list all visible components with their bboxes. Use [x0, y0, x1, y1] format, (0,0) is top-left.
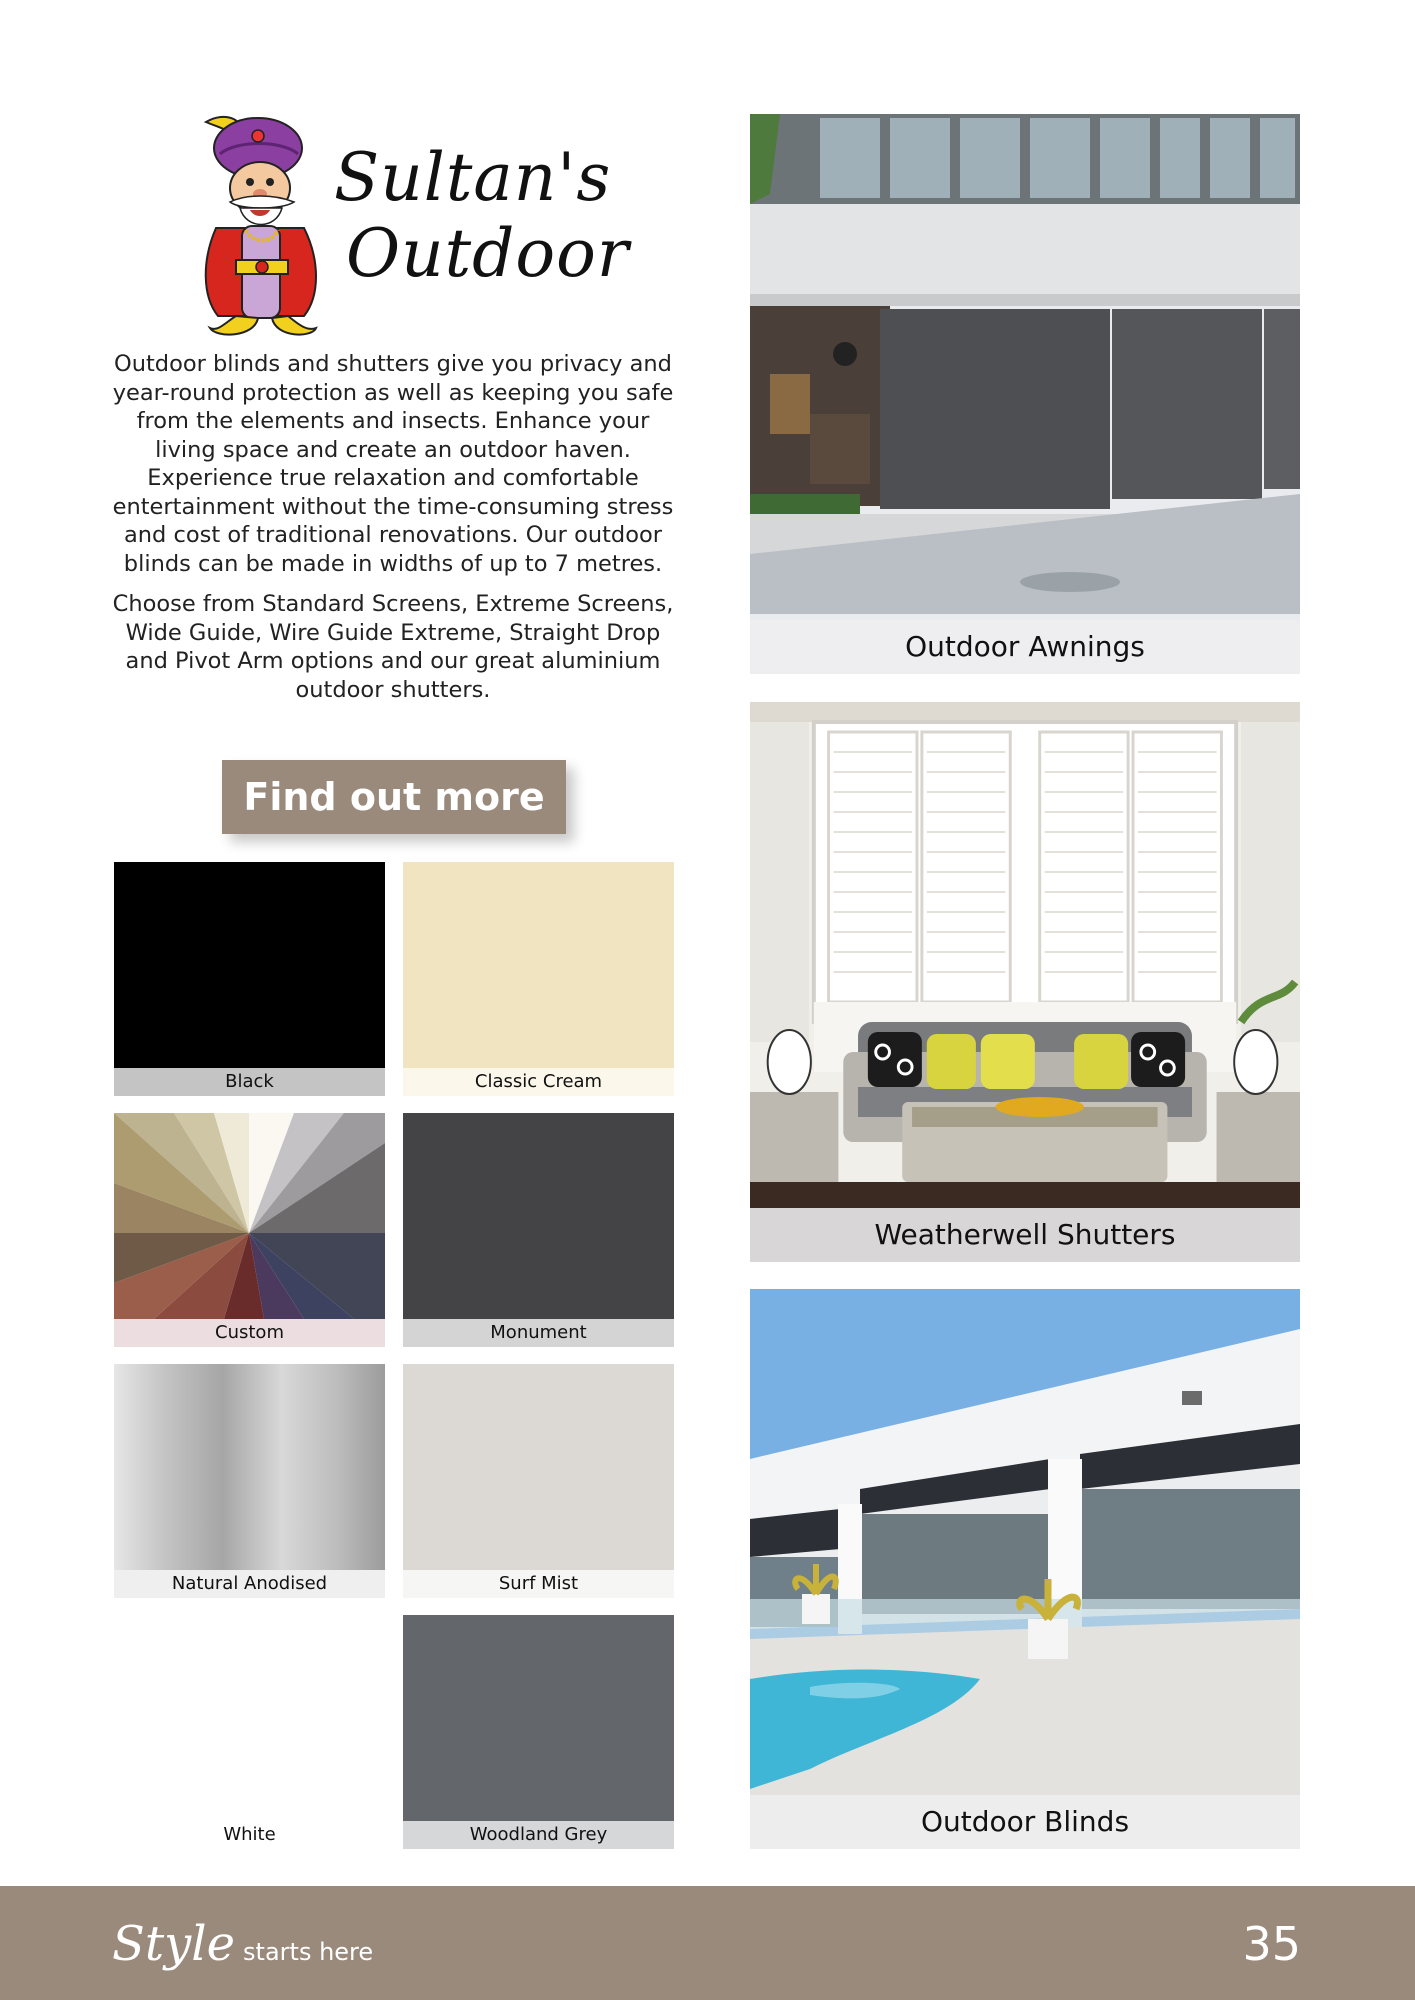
blinds-photo-image — [750, 1289, 1300, 1849]
photo-caption: Outdoor Awnings — [750, 620, 1300, 674]
swatch-black — [114, 862, 385, 1096]
swatch-white — [114, 1615, 385, 1849]
swatch-label: Natural Anodised — [114, 1570, 385, 1598]
swatch-natural-anodised — [114, 1364, 385, 1598]
swatch-label: White — [114, 1821, 385, 1849]
page-footer — [0, 1886, 1415, 2000]
swatch-label: Classic Cream — [403, 1068, 674, 1096]
swatch-label: Black — [114, 1068, 385, 1096]
custom-color-fan-icon — [114, 1113, 385, 1319]
swatch-color-multi — [114, 1113, 385, 1319]
brand-wordmark — [334, 139, 630, 292]
shutters-photo-image — [750, 702, 1300, 1262]
swatch-color-gradient — [114, 1364, 385, 1570]
find-out-more-button[interactable]: Find out more — [222, 760, 566, 834]
brand-name-line-1: Sultan's — [334, 139, 612, 216]
swatch-custom — [114, 1113, 385, 1347]
footer-tagline — [112, 1914, 373, 1974]
brand-logo — [196, 110, 630, 340]
awnings-photo-image — [750, 114, 1300, 674]
swatch-label: Woodland Grey — [403, 1821, 674, 1849]
swatch-color — [114, 1615, 385, 1821]
photo-caption: Outdoor Blinds — [750, 1795, 1300, 1849]
brand-name-line-2: Outdoor — [346, 215, 630, 292]
intro-paragraph-1: Outdoor blinds and shutters give you privacy and year-round protection as well as keeping you safe from the elements and insects. Enhance your living space and create an outdoor haven. Experience true relaxation and comfortable entertainment without the time-consuming stress and cost of traditional renovations. Our outdoor blinds can be made in widths of up to 7 metres. — [112, 351, 674, 577]
intro-paragraph-2: Choose from Standard Screens, Extreme Screens, Wide Guide, Wire Guide Extreme, Straight Drop and Pivot Arm options and our great aluminium outdoor shutters. — [112, 591, 674, 703]
swatch-label: Monument — [403, 1319, 674, 1347]
swatch-label: Surf Mist — [403, 1570, 674, 1598]
swatch-color — [403, 1615, 674, 1821]
swatch-woodland-grey — [403, 1615, 674, 1849]
swatch-color — [114, 862, 385, 1068]
swatch-color — [403, 1364, 674, 1570]
sultan-mascot-icon — [196, 110, 326, 340]
photo-outdoor-blinds — [750, 1289, 1300, 1849]
swatch-classic-cream — [403, 862, 674, 1096]
footer-tagline-script: Style — [112, 1916, 236, 1972]
swatch-label: Custom — [114, 1319, 385, 1347]
photo-weatherwell-shutters — [750, 702, 1300, 1262]
page-number: 35 — [1242, 1917, 1301, 1971]
photo-outdoor-awnings — [750, 114, 1300, 674]
footer-tagline-text: starts here — [243, 1938, 374, 1966]
swatch-color — [403, 862, 674, 1068]
swatch-color — [403, 1113, 674, 1319]
photo-caption: Weatherwell Shutters — [750, 1208, 1300, 1262]
swatch-monument — [403, 1113, 674, 1347]
intro-text — [112, 350, 674, 704]
swatch-surf-mist — [403, 1364, 674, 1598]
